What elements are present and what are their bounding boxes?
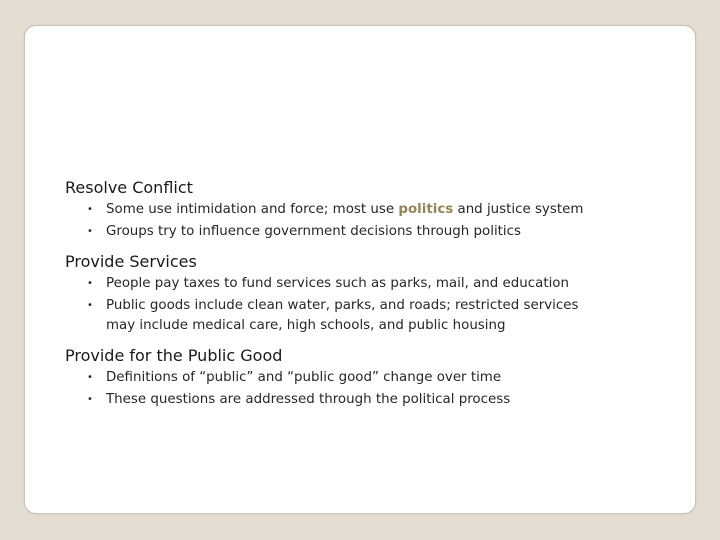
bullet-text: These questions are addressed through the political process bbox=[106, 392, 511, 407]
bullet-list bbox=[65, 274, 675, 336]
section-heading: Provide for the Public Good bbox=[65, 346, 283, 365]
section-resolve-conflict bbox=[65, 178, 675, 242]
bullet-dot-icon: • bbox=[87, 394, 93, 405]
bullet-dot-icon: • bbox=[87, 278, 93, 289]
bullet-text-before: Some use intimidation and force; most use bbox=[106, 202, 399, 217]
bullet-item bbox=[87, 274, 675, 294]
bullet-item bbox=[87, 368, 675, 388]
slide-content bbox=[65, 178, 675, 410]
bullet-list bbox=[65, 368, 675, 410]
bullet-dot-icon: • bbox=[87, 204, 93, 215]
bullet-item bbox=[87, 222, 675, 242]
bullet-text-line-1: Public goods include clean water, parks, and roads; restricted services bbox=[106, 298, 579, 313]
bullet-item bbox=[87, 200, 675, 220]
bullet-text: Groups try to influence government decisions through politics bbox=[106, 224, 521, 239]
bullet-dot-icon: • bbox=[87, 300, 93, 311]
section-heading: Resolve Conflict bbox=[65, 178, 193, 197]
section-provide-services bbox=[65, 252, 675, 336]
bullet-item bbox=[87, 296, 675, 336]
slide-panel bbox=[24, 25, 696, 514]
bullet-text-line-2: may include medical care, high schools, and public housing bbox=[106, 318, 506, 333]
bullet-list bbox=[65, 200, 675, 242]
bullet-text: People pay taxes to fund services such as parks, mail, and education bbox=[106, 276, 569, 291]
bullet-text-after: and justice system bbox=[453, 202, 584, 217]
bullet-item bbox=[87, 390, 675, 410]
bullet-text: Definitions of “public” and “public good” change over time bbox=[106, 370, 502, 385]
bullet-dot-icon: • bbox=[87, 372, 93, 383]
bullet-dot-icon: • bbox=[87, 226, 93, 237]
section-heading: Provide Services bbox=[65, 252, 197, 271]
highlight-term: politics bbox=[398, 202, 454, 217]
section-public-good bbox=[65, 346, 675, 410]
